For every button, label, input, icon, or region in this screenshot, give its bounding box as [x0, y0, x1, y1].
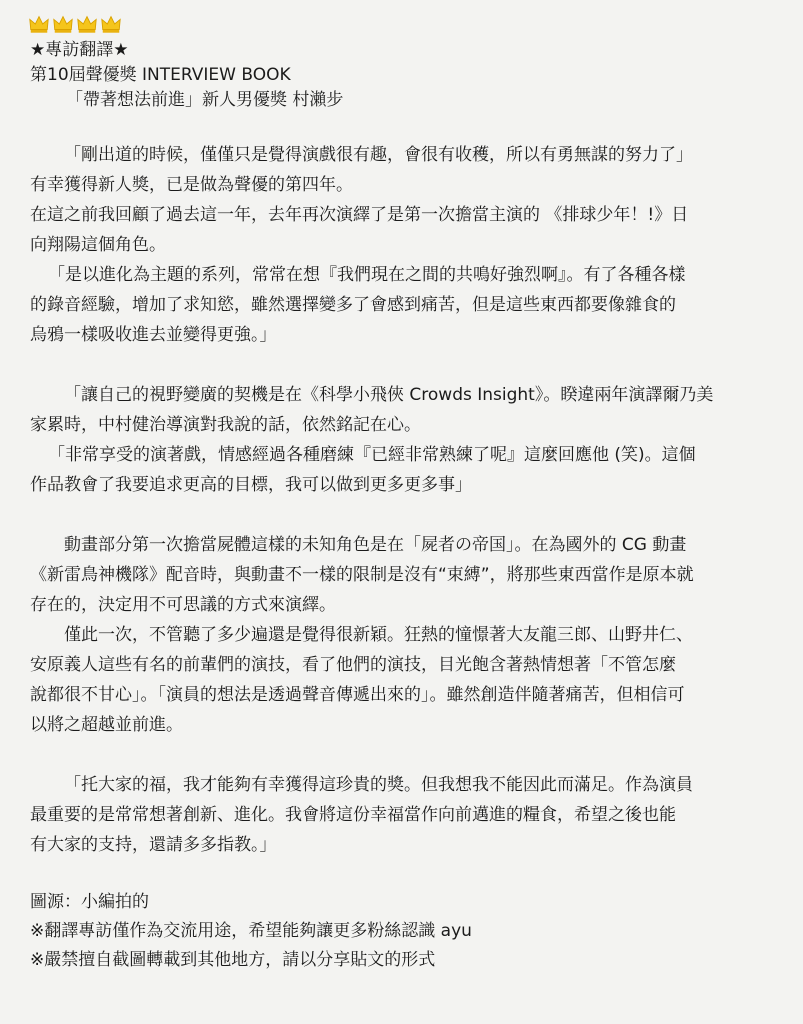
text-line: 有幸獲得新人獎，已是做為聲優的第四年。	[30, 175, 353, 195]
text-line: 向翔陽這個角色。	[30, 235, 166, 255]
post-tag: ★專訪翻譯★	[30, 40, 129, 60]
section-anime-roles	[30, 530, 781, 740]
text-line: 安原義人這些有名的前輩們的演技，看了他們的演技，目光飽含著熱情想著「不管怎麼	[30, 655, 676, 675]
text-line: 「是以進化為主題的系列，常常在想『我們現在之間的共鳴好強烈啊』。有了各種各樣	[48, 265, 686, 285]
crown-icon	[28, 13, 50, 35]
book-title: 第10屆聲優獎 INTERVIEW BOOK	[30, 65, 291, 85]
crown-icon	[52, 13, 74, 35]
section-debut	[30, 140, 781, 350]
text-line: 《新雷鳥神機隊》配音時，與動畫不一樣的限制是沒有“束縛”，將那些東西當作是原本就	[30, 565, 694, 585]
crown-icon	[76, 13, 98, 35]
text-line: 的錄音經驗，增加了求知慾，雖然選擇變多了會感到痛苦，但是這些東西都要像雜食的	[30, 295, 676, 315]
section-thanks	[30, 770, 781, 860]
interview-subtitle: 「帶著想法前進」新人男優獎 村瀨步	[66, 90, 344, 110]
crown-icon	[100, 13, 122, 35]
text-line: 以將之超越並前進。	[30, 715, 183, 735]
image-source: 圖源：小編拍的	[30, 892, 149, 912]
usage-note: ※翻譯專訪僅作為交流用途，希望能夠讓更多粉絲認識 ayu	[30, 921, 472, 941]
text-line: 家累時，中村健治導演對我說的話，依然銘記在心。	[30, 415, 421, 435]
text-line: 最重要的是常常想著創新、進化。我會將這份幸福當作向前邁進的糧食，希望之後也能	[30, 805, 676, 825]
text-line: 說都很不甘心」。「演員的想法是透過聲音傳遞出來的」。雖然創造伴隨著痛苦，但相信可	[30, 685, 685, 705]
post-footer	[30, 888, 781, 975]
text-line: 烏鴉一樣吸收進去並變得更強。」	[30, 325, 277, 345]
text-line: 存在的，決定用不可思議的方式來演繹。	[30, 595, 336, 615]
text-line: 僅此一次，不管聽了多少遍還是覺得很新穎。狂熱的憧憬著大友龍三郎、山野井仁、	[64, 625, 693, 645]
text-line: 「剛出道的時候，僅僅只是覺得演戲很有趣，會很有收穫，所以有勇無謀的努力了」	[64, 145, 693, 165]
text-line: 「托大家的福，我才能夠有幸獲得這珍貴的獎。但我想我不能因此而滿足。作為演員	[64, 775, 693, 795]
text-line: 「非常享受的演著戲，情感經過各種磨練『已經非常熟練了呢』這麼回應他 (笑)。這個	[48, 445, 696, 465]
text-line: 有大家的支持，還請多多指教。」	[30, 835, 277, 855]
text-line: 「讓自己的視野變廣的契機是在《科學小飛俠 Crowds Insight》。睽違兩年演譯爾乃美	[64, 385, 714, 405]
text-line: 作品教會了我要追求更高的目標，我可以做到更多更多事」	[30, 475, 472, 495]
text-line: 動畫部分第一次擔當屍體這樣的未知角色是在「屍者の帝国」。在為國外的 CG 動畫	[64, 535, 687, 555]
crown-emoji-row	[28, 10, 781, 38]
section-gatchaman	[30, 380, 781, 500]
text-line: 在這之前我回顧了過去這一年，去年再次演繹了是第一次擔當主演的 《排球少年！!》日	[30, 205, 689, 225]
repost-warning: ※嚴禁擅自截圖轉載到其他地方，請以分享貼文的形式	[30, 950, 436, 970]
